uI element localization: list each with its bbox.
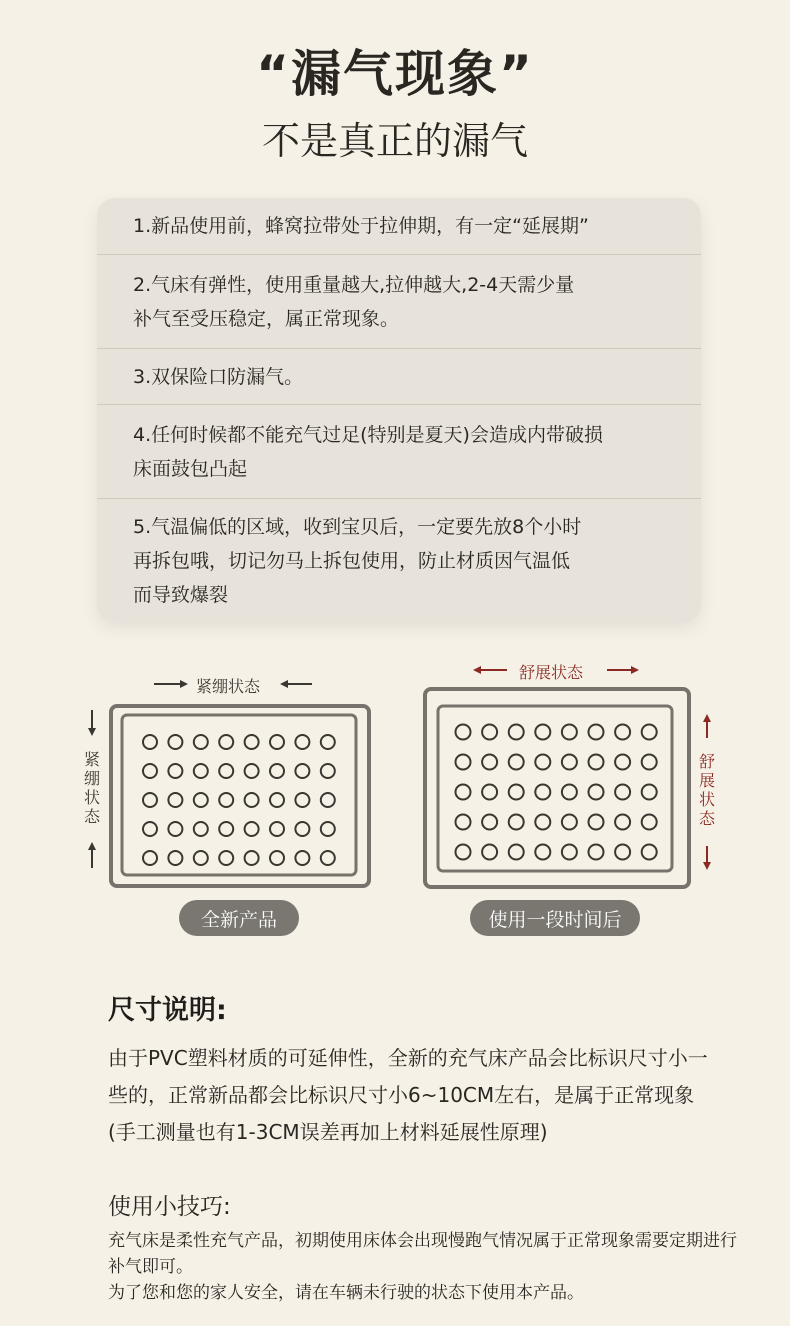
air-chamber-dot bbox=[295, 851, 309, 865]
air-chamber-dot bbox=[194, 793, 208, 807]
air-chamber-dot bbox=[194, 851, 208, 865]
air-chamber-dot bbox=[270, 822, 284, 836]
air-chamber-dot bbox=[589, 755, 604, 770]
air-chamber-dot bbox=[168, 764, 182, 778]
note-item: 1.新品使用前，蜂窝拉带处于拉伸期，有一定“延展期” bbox=[97, 198, 701, 255]
air-chamber-dot bbox=[219, 735, 233, 749]
air-chamber-dot bbox=[535, 725, 550, 740]
air-chamber-dot bbox=[295, 822, 309, 836]
air-chamber-dot bbox=[562, 755, 577, 770]
air-chamber-dot bbox=[245, 764, 259, 778]
air-chamber-grid bbox=[143, 735, 335, 865]
air-chamber-dot bbox=[245, 851, 259, 865]
air-chamber-dot bbox=[482, 725, 497, 740]
air-chamber-dot bbox=[295, 793, 309, 807]
air-chamber-dot bbox=[143, 851, 157, 865]
air-chamber-dot bbox=[143, 764, 157, 778]
air-chamber-dot bbox=[482, 845, 497, 860]
air-chamber-dot bbox=[321, 793, 335, 807]
air-chamber-dot bbox=[456, 785, 471, 800]
tips-section-title: 使用小技巧: bbox=[108, 1194, 231, 1220]
air-chamber-dot bbox=[194, 764, 208, 778]
notes-panel bbox=[97, 198, 701, 622]
air-chamber-dot bbox=[615, 845, 630, 860]
air-chamber-dot bbox=[456, 845, 471, 860]
air-chamber-grid bbox=[456, 725, 657, 860]
air-chamber-dot bbox=[642, 845, 657, 860]
air-chamber-dot bbox=[615, 815, 630, 830]
air-chamber-dot bbox=[482, 755, 497, 770]
air-chamber-dot bbox=[219, 851, 233, 865]
air-chamber-dot bbox=[168, 735, 182, 749]
air-chamber-dot bbox=[642, 785, 657, 800]
air-chamber-dot bbox=[219, 764, 233, 778]
note-item: 5.气温偏低的区域，收到宝贝后，一定要先放8个小时 再拆包哦，切记勿马上拆包使用，防止材质因气温低 而导致爆裂 bbox=[133, 515, 582, 606]
air-chamber-dot bbox=[535, 755, 550, 770]
air-chamber-dot bbox=[589, 845, 604, 860]
page-title: “漏气现象” bbox=[256, 45, 534, 103]
air-chamber-dot bbox=[642, 755, 657, 770]
air-chamber-dot bbox=[589, 725, 604, 740]
air-chamber-dot bbox=[168, 793, 182, 807]
relaxed-state-side-label: 舒展状态 bbox=[698, 752, 715, 828]
size-section-title: 尺寸说明: bbox=[108, 995, 227, 1026]
relaxed-state-label: 舒展状态 bbox=[519, 663, 584, 682]
air-chamber-dot bbox=[535, 845, 550, 860]
air-chamber-dot bbox=[535, 785, 550, 800]
air-chamber-dot bbox=[509, 815, 524, 830]
air-chamber-dot bbox=[482, 785, 497, 800]
air-chamber-dot bbox=[615, 755, 630, 770]
air-chamber-dot bbox=[295, 764, 309, 778]
air-chamber-dot bbox=[456, 755, 471, 770]
air-chamber-dot bbox=[562, 815, 577, 830]
tips-section-body: 充气床是柔性充气产品，初期使用床体会出现慢跑气情况属于正常现象需要定期进行补气即可。 为了您和您的家人安全，请在车辆未行驶的状态下使用本产品。 bbox=[108, 1231, 737, 1303]
air-chamber-dot bbox=[168, 851, 182, 865]
air-chamber-dot bbox=[270, 735, 284, 749]
air-chamber-dot bbox=[143, 735, 157, 749]
size-section-body: 由于PVC塑料材质的可延伸性，全新的充气床产品会比标识尺寸小一些的，正常新品都会比标识尺寸小6~10CM左右，是属于正常现象 (手工测量也有1-3CM误差再加上材料延展性原理) bbox=[108, 1046, 708, 1144]
air-chamber-dot bbox=[482, 815, 497, 830]
air-chamber-dot bbox=[270, 764, 284, 778]
air-chamber-dot bbox=[535, 815, 550, 830]
air-chamber-dot bbox=[615, 785, 630, 800]
air-chamber-dot bbox=[589, 785, 604, 800]
air-chamber-dot bbox=[143, 822, 157, 836]
air-chamber-dot bbox=[589, 815, 604, 830]
air-chamber-dot bbox=[295, 735, 309, 749]
air-chamber-dot bbox=[642, 725, 657, 740]
air-chamber-dot bbox=[321, 735, 335, 749]
note-item: 4.任何时候都不能充气过足(特别是夏天)会造成内带破损 床面鼓包凸起 bbox=[97, 405, 701, 499]
air-chamber-dot bbox=[219, 793, 233, 807]
air-chamber-dot bbox=[562, 725, 577, 740]
note-item: 2.气床有弹性，使用重量越大,拉伸越大,2-4天需少量 补气至受压稳定，属正常现象。 bbox=[97, 255, 701, 349]
caption-new-product: 全新产品 bbox=[179, 900, 299, 936]
air-chamber-dot bbox=[321, 764, 335, 778]
air-chamber-dot bbox=[456, 725, 471, 740]
air-chamber-dot bbox=[509, 845, 524, 860]
air-chamber-dot bbox=[509, 755, 524, 770]
diagram-after-use bbox=[395, 640, 790, 950]
air-chamber-dot bbox=[194, 735, 208, 749]
air-chamber-dot bbox=[642, 815, 657, 830]
air-chamber-dot bbox=[245, 822, 259, 836]
air-chamber-dot bbox=[615, 725, 630, 740]
air-chamber-dot bbox=[321, 822, 335, 836]
page-subtitle: 不是真正的漏气 bbox=[261, 119, 528, 163]
note-item: 3.双保险口防漏气。 bbox=[97, 349, 701, 405]
air-chamber-dot bbox=[509, 785, 524, 800]
air-chamber-dot bbox=[168, 822, 182, 836]
air-chamber-dot bbox=[562, 785, 577, 800]
air-chamber-dot bbox=[245, 793, 259, 807]
air-chamber-dot bbox=[456, 815, 471, 830]
air-chamber-dot bbox=[321, 851, 335, 865]
air-chamber-dot bbox=[270, 851, 284, 865]
caption-after-use: 使用一段时间后 bbox=[470, 900, 640, 936]
air-chamber-dot bbox=[143, 793, 157, 807]
tight-state-side-label: 紧绷状态 bbox=[83, 750, 100, 826]
tight-state-label: 紧绷状态 bbox=[196, 677, 261, 696]
air-chamber-dot bbox=[562, 845, 577, 860]
diagram-new-product bbox=[0, 640, 395, 950]
air-chamber-dot bbox=[245, 735, 259, 749]
air-chamber-dot bbox=[219, 822, 233, 836]
air-chamber-dot bbox=[270, 793, 284, 807]
air-chamber-dot bbox=[194, 822, 208, 836]
air-chamber-dot bbox=[509, 725, 524, 740]
